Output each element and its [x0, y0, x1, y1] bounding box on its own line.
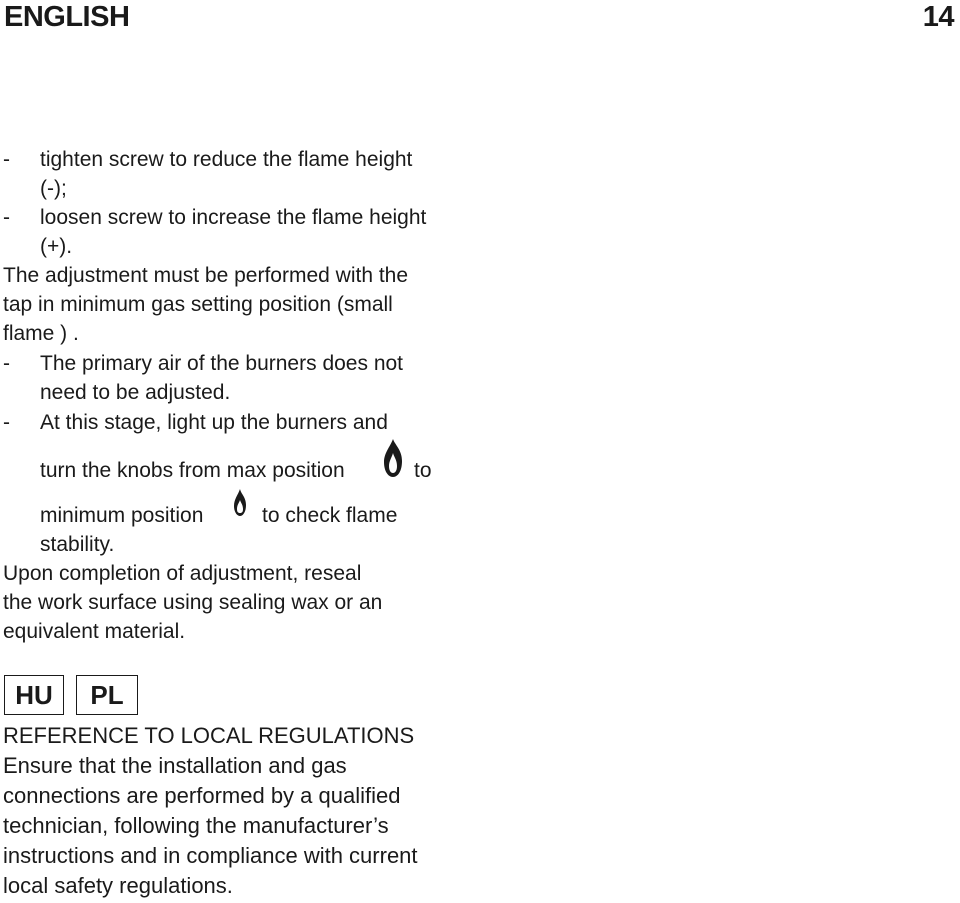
paragraph-line: the work surface using sealing wax or an — [3, 591, 383, 614]
paragraph-line: equivalent material. — [3, 620, 186, 643]
list-item-continuation: need to be adjusted. — [40, 381, 231, 404]
list-item-continuation: stability. — [40, 533, 115, 556]
list-item: - tighten screw to reduce the flame height — [3, 148, 413, 171]
paragraph-line: Ensure that the installation and gas — [3, 753, 347, 778]
paragraph-line: connections are performed by a qualified — [3, 783, 401, 808]
paragraph-line: local safety regulations. — [3, 873, 233, 898]
paragraph-line: The adjustment must be performed with the — [3, 264, 409, 287]
list-item: - At this stage, light up the burners and — [3, 411, 388, 434]
paragraph-line: flame ) . — [3, 322, 79, 345]
list-item-continuation: turn the knobs from max position — [40, 459, 345, 482]
list-item-continuation: minimum position — [40, 504, 204, 527]
small-flame-icon — [232, 488, 248, 518]
list-item: - The primary air of the burners does not — [3, 352, 404, 375]
country-code-hu: HU — [4, 675, 64, 715]
paragraph-line: Upon completion of adjustment, reseal — [3, 562, 362, 585]
list-item-continuation-end: to — [414, 459, 432, 482]
paragraph-line: tap in minimum gas setting position (small — [3, 293, 393, 316]
page-number: 14 — [922, 1, 954, 33]
regulations-heading: REFERENCE TO LOCAL REGULATIONS — [3, 723, 415, 748]
large-flame-icon — [381, 437, 405, 479]
paragraph-line: instructions and in compliance with current — [3, 843, 418, 868]
section-language-title: ENGLISH — [4, 1, 130, 33]
list-item-continuation: (-); — [40, 177, 67, 200]
list-item-continuation-end: to check flame — [262, 504, 398, 527]
list-item: - loosen screw to increase the flame height — [3, 206, 427, 229]
country-code-pl: PL — [76, 675, 138, 715]
list-item-continuation: (+). — [40, 235, 73, 258]
paragraph-line: technician, following the manufacturer’s — [3, 813, 389, 838]
